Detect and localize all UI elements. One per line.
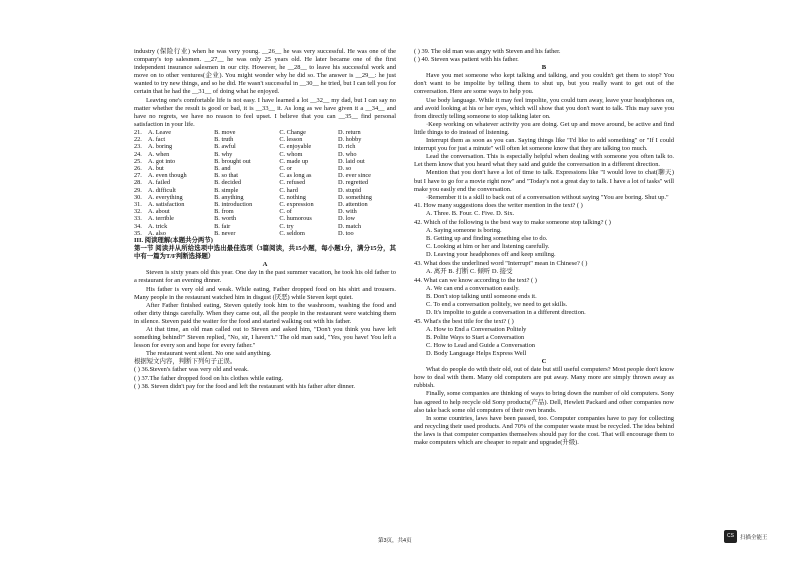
option-choice: D. who bbox=[337, 150, 357, 158]
option-number: 27. bbox=[134, 172, 142, 180]
option-choice: A. terrible bbox=[148, 215, 174, 223]
scanner-watermark-text: 扫描全能王 bbox=[740, 534, 768, 541]
question-stem: 43. What does the underlined word "Interrupt" mean in Chinese? ( ) bbox=[414, 259, 588, 267]
question-stem: 41. How many suggestions does the writer mention in the text? ( ) bbox=[414, 202, 583, 210]
option-number: 28. bbox=[134, 179, 142, 187]
option-number: 30. bbox=[134, 193, 142, 201]
option-row bbox=[134, 194, 396, 201]
passage-paragraph: At that time, an old man called out to Steven and asked him, "Don't you think you have left something behind?" Steven replied, "No, sir, I haven't." The old man said, "Yes, you have! You left a lesson for every son and hope for every father." bbox=[134, 326, 396, 350]
option-choice: B. truth bbox=[214, 136, 234, 144]
option-choice: A. got into bbox=[148, 157, 176, 165]
option-choice: C. refused bbox=[279, 179, 306, 187]
question-option: C. How to Lead and Guide a Conversation bbox=[426, 341, 535, 349]
option-choice: A. Leave bbox=[148, 128, 172, 136]
cloze-passage bbox=[134, 48, 396, 129]
option-row bbox=[134, 136, 396, 143]
option-choice: C. humorous bbox=[279, 215, 312, 223]
passage-paragraph: Finally, some companies are thinking of ways to bring down the number of old computers. Sony has agreed to help recycle old Sony products(产品). Dell, Hewlett Packard and other companies now also take back some old computers of their own brands. bbox=[414, 390, 674, 414]
cloze-paragraph: Leaving one's comfortable life is not easy. I have learned a lot __32__ my dad, but I can say no matter whether the result is good or bad, it is __33__ it. As long as we have given it a __34__ and have no regrets, we have no reason to feel upset. I believe that you can __35__ find personal satisfaction in your life. bbox=[134, 96, 396, 128]
option-choice: C. enjoyable bbox=[279, 143, 312, 151]
option-number: 21. bbox=[134, 128, 142, 136]
right-column bbox=[414, 48, 674, 447]
passage-a bbox=[134, 269, 396, 358]
question-option: A. We can end a conversation easily. bbox=[426, 284, 520, 292]
option-choice: C. hard bbox=[279, 186, 298, 194]
option-choice: A. satisfaction bbox=[148, 200, 185, 208]
option-choice: D. rich bbox=[337, 143, 356, 151]
passage-b-label: B bbox=[541, 64, 547, 72]
option-row bbox=[134, 151, 396, 158]
question-option: A. Saying someone is boring. bbox=[426, 227, 502, 235]
option-row bbox=[134, 165, 396, 172]
cloze-options-table bbox=[134, 129, 396, 237]
option-number: 23. bbox=[134, 143, 142, 151]
option-choice: C. whom bbox=[279, 150, 303, 158]
question-stem: 44. What can we know according to the text? ( ) bbox=[414, 276, 537, 284]
option-choice: B. brought out bbox=[214, 157, 251, 165]
option-row bbox=[134, 187, 396, 194]
option-choice: A. boring bbox=[148, 143, 173, 151]
section1-heading: 第一节 阅读并从所给选项中选出最佳选项（3篇阅读，共15小题，每小题1分，满分15分，其中有一篇为T/F判断选择题） bbox=[134, 245, 396, 261]
option-number: 31. bbox=[134, 200, 142, 208]
option-choice: B. worth bbox=[214, 215, 237, 223]
question-option: B. Don't stop talking until someone ends it. bbox=[426, 292, 537, 300]
option-row bbox=[134, 201, 396, 208]
tf-item: ( ) 39. The old man was angry with Steven and his father. bbox=[414, 48, 561, 55]
option-choice: C. or bbox=[279, 164, 292, 172]
option-row bbox=[134, 179, 396, 186]
passage-c bbox=[414, 366, 674, 447]
questions-b bbox=[414, 202, 674, 358]
tf-item: ( ) 40. Steven was patient with his father. bbox=[414, 56, 519, 64]
option-choice: D. match bbox=[337, 222, 362, 230]
question-option: A. 离开 B. 打断 C. 倾听 D. 接受 bbox=[426, 268, 513, 276]
option-choice: B. from bbox=[214, 208, 234, 216]
passage-paragraph: What do people do with their old, out of date but still useful computers? Most people don't know how to deal with them. Many old computers are put away. Many more are simply thrown away as rubbish. bbox=[414, 366, 674, 390]
passage-paragraph: Interrupt them as soon as you can. Saying things like "I'd like to add something" or "If I could interrupt you for just a minute" will often let someone know that they are talking too much. bbox=[414, 137, 674, 153]
passage-a-label: A bbox=[262, 261, 268, 269]
tf-item: ( ) 36.Steven's father was very old and weak. bbox=[134, 366, 249, 374]
option-row bbox=[134, 158, 396, 165]
option-choice: D. ever since bbox=[337, 172, 371, 180]
option-choice: B. simple bbox=[214, 186, 239, 194]
option-choice: C. seldom bbox=[279, 229, 305, 237]
option-choice: B. introduction bbox=[214, 200, 253, 208]
tf-item: ( ) 38. Steven didn't pay for the food and left the restaurant with his father after dinner. bbox=[134, 382, 356, 390]
question-option: D. Body Language Helps Express Well bbox=[426, 349, 527, 357]
passage-c-label: C bbox=[541, 358, 547, 366]
option-choice: D. low bbox=[337, 215, 356, 223]
question-option: B. Getting up and finding something else to do. bbox=[426, 235, 548, 243]
passage-paragraph: ·Keep working on whatever activity you are doing. Get up and move around, be active and find little things to do instead of listening. bbox=[414, 120, 674, 136]
question-option: A. How to End a Conversation Politely bbox=[426, 325, 527, 333]
option-number: 26. bbox=[134, 164, 142, 172]
left-column bbox=[134, 48, 396, 391]
question-option: D. It's impolite to guide a conversation in a different direction. bbox=[426, 309, 586, 316]
option-row bbox=[134, 230, 396, 237]
option-choice: D. return bbox=[337, 128, 361, 136]
tf-item: ( ) 37.The father dropped food on his clothes while eating. bbox=[134, 374, 284, 382]
option-choice: A. but bbox=[148, 164, 164, 172]
option-choice: A. difficult bbox=[148, 186, 176, 194]
passage-paragraph: The restaurant went silent. No one said anything. bbox=[146, 350, 272, 358]
cloze-paragraph: industry (保险行业) when he was very young. __26__ he was very successful. He was one of the company's top salesmen. __27__ he was only 25 years old. He later became one of the first independent insurance salesmen in our city. However, he __28__ to leave his successful work and move on to other ventures(企业). You might wonder why he did so. The answer is __29__: he just wanted to try new things, and so he did. He wasn't successful in __30__ he tried, but I can tell you for certain that he had the __31__ of doing what he enjoyed. bbox=[134, 48, 396, 96]
question-option: B. Polite Ways to Start a Conversation bbox=[426, 333, 525, 341]
passage-paragraph: In some countries, laws have been passed, too. Computer companies have to pay for collecting and recycling their used products. And 70% of the computer waste must be recycled. The idea behind the laws is that computer companies themselves should pay for the cost. That will encourage them to make computers which are cheaper to repair and upgrade(升级). bbox=[414, 414, 674, 446]
option-choice: A. fact bbox=[148, 136, 166, 144]
option-choice: D. with bbox=[337, 208, 357, 216]
option-choice: C. nothing bbox=[279, 193, 306, 201]
option-choice: D. too bbox=[337, 229, 354, 237]
option-choice: A. when bbox=[148, 150, 170, 158]
passage-paragraph: After Father finished eating, Steven quietly took him to the washroom, washing the food and other dirty things carefully. When they came out, all the people in the restaurant were watching them in silence. Steven paid the waiter for the food and started walking out with his father. bbox=[134, 301, 396, 325]
part3-heading: III. 阅读理解(本题共分两节) bbox=[134, 236, 213, 244]
option-choice: C. lesson bbox=[279, 136, 303, 144]
passage-paragraph: Mention that you don't have a lot of time to talk. Expressions like "I would love to chat(聊天) but I have to go for a movie right now" and "Today's not a great day to talk. I have a lot of tasks" will make you easily end the conversation. bbox=[414, 169, 674, 193]
tf-instruction: 根据短文内容，判断下列句子正误。 bbox=[134, 358, 237, 366]
option-choice: D. stupid bbox=[337, 186, 362, 194]
option-choice: A. trick bbox=[148, 222, 168, 230]
option-number: 22. bbox=[134, 136, 142, 144]
option-choice: D. regretted bbox=[337, 179, 369, 187]
scanner-watermark bbox=[724, 530, 768, 543]
option-choice: A. also bbox=[148, 229, 166, 237]
passage-paragraph: Steven is sixty years old this year. One day in the past summer vacation, he took his old father to a restaurant for an evening dinner. bbox=[134, 269, 396, 285]
option-number: 35. bbox=[134, 229, 142, 237]
scanner-logo-icon: CS bbox=[724, 530, 737, 543]
option-choice: B. why bbox=[214, 150, 233, 158]
option-choice: A. about bbox=[148, 208, 170, 216]
option-row bbox=[134, 223, 396, 230]
option-number: 32. bbox=[134, 208, 142, 216]
option-choice: A. even though bbox=[148, 172, 187, 180]
option-choice: C. as long as bbox=[279, 172, 312, 180]
option-choice: B. decided bbox=[214, 179, 242, 187]
option-choice: D. hobby bbox=[337, 136, 362, 144]
option-choice: B. move bbox=[214, 128, 236, 136]
option-choice: D. something bbox=[337, 193, 372, 201]
passage-paragraph: ·Remember it is a skill to back out of a conversation without saying "You are boring. Shut up." bbox=[426, 193, 669, 201]
option-row bbox=[134, 208, 396, 215]
option-choice: B. never bbox=[214, 229, 236, 237]
option-choice: A. everything bbox=[148, 193, 183, 201]
option-choice: C. try bbox=[279, 222, 294, 230]
question-stem: 42. Which of the following is the best way to make someone stop talking? ( ) bbox=[414, 218, 611, 226]
passage-paragraph: Use body language. While it may feel impolite, you could turn away, leave your headphones on, and avoid looking at his or her eyes, which will show that you don't want to talk. This may save you from directly telling someone to stop talking later on. bbox=[414, 96, 674, 120]
option-row bbox=[134, 129, 396, 136]
option-number: 29. bbox=[134, 186, 142, 194]
question-option: D. Leaving your headphones off and keep smiling. bbox=[426, 251, 556, 259]
option-choice: A. failed bbox=[148, 179, 171, 187]
option-choice: C. made up bbox=[279, 157, 309, 165]
question-option: C. To end a conversation politely, we need to get skills. bbox=[426, 300, 568, 308]
option-number: 24. bbox=[134, 150, 142, 158]
option-choice: D. attention bbox=[337, 200, 368, 208]
question-option: C. Looking at him or her and listening carefully. bbox=[426, 243, 550, 251]
option-choice: C. expression bbox=[279, 200, 314, 208]
option-choice: B. awful bbox=[214, 143, 236, 151]
passage-paragraph: His father is very old and weak. While eating, Father dropped food on his shirt and trousers. Many people in the restaurant watched him in disgust (厌恶) while Steven kept quiet. bbox=[134, 285, 396, 301]
option-choice: B. and bbox=[214, 164, 231, 172]
option-row bbox=[134, 172, 396, 179]
option-number: 25. bbox=[134, 157, 142, 165]
option-choice: B. anything bbox=[214, 193, 244, 201]
option-number: 33. bbox=[134, 215, 142, 223]
option-choice: D. so bbox=[337, 164, 352, 172]
passage-paragraph: Have you met someone who kept talking and talking, and you couldn't get them to stop? You don't want to be impolite by telling them to shut up, but you really want to get out of the conversation. Here are some ways to help you. bbox=[414, 72, 674, 96]
question-option: A. Three. B. Four. C. Five. D. Six. bbox=[426, 210, 515, 218]
option-row bbox=[134, 215, 396, 222]
option-choice: B. so that bbox=[214, 172, 239, 180]
passage-b bbox=[414, 72, 674, 202]
option-choice: C. Change bbox=[279, 128, 306, 136]
option-row bbox=[134, 143, 396, 150]
option-choice: C. of bbox=[279, 208, 292, 216]
page-number: 第3页，共4页 bbox=[378, 538, 412, 544]
passage-paragraph: Lead the conversation. This is especially helpful when dealing with someone you often talk to. Let them know that you heard what they said and guide the conversation in a different direction. bbox=[414, 153, 674, 169]
option-number: 34. bbox=[134, 222, 142, 230]
option-choice: B. fair bbox=[214, 222, 231, 230]
option-choice: D. laid out bbox=[337, 157, 365, 165]
question-stem: 45. What's the best title for the text? ( ) bbox=[414, 317, 514, 325]
